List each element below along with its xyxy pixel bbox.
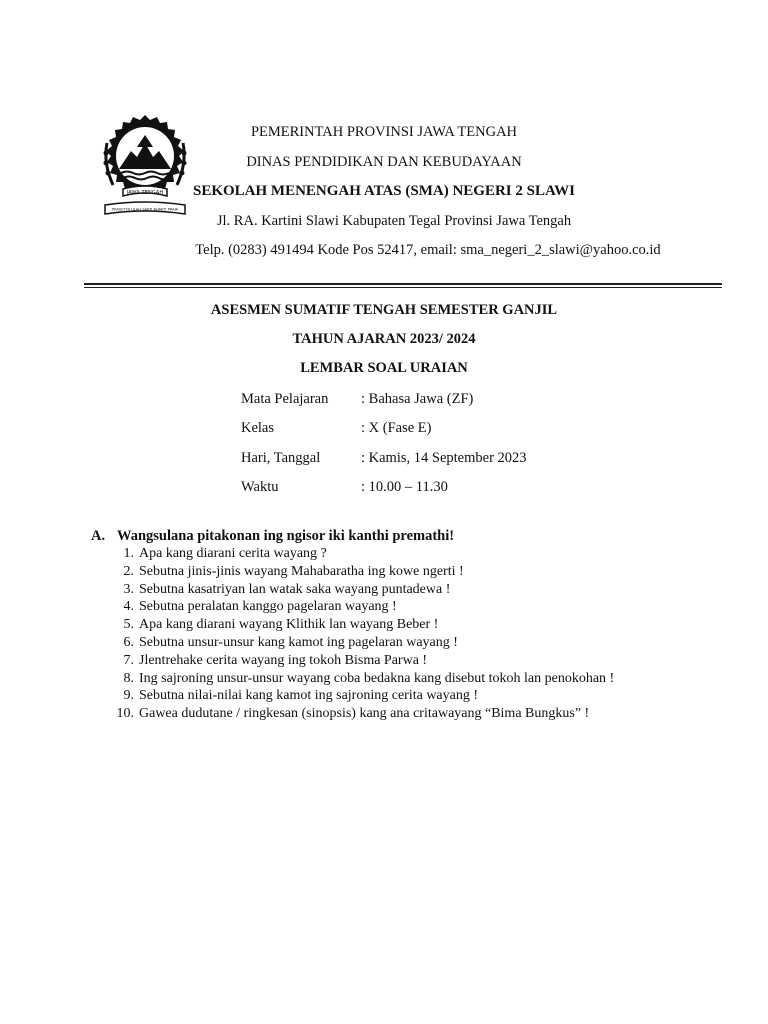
question-item [110, 581, 730, 599]
info-value: : Bahasa Jawa (ZF) [361, 391, 474, 407]
section-letter: A. [91, 528, 106, 544]
question-item [110, 598, 730, 616]
question-number: 10. [116, 706, 134, 722]
info-value: : Kamis, 14 September 2023 [361, 450, 527, 466]
info-label: Mata Pelajaran [241, 391, 329, 407]
question-text: Jlentrehake cerita wayang ing tokoh Bisma Parwa ! [139, 652, 428, 668]
info-value: : X (Fase E) [361, 420, 432, 436]
question-text: Sebutna peralatan kanggo pagelaran wayang ! [139, 599, 397, 615]
kop-school-name: SEKOLAH MENENGAH ATAS (SMA) NEGERI 2 SLAWI [192, 183, 575, 199]
question-text: Apa kang diarani cerita wayang ? [139, 546, 327, 561]
question-number: 4. [123, 599, 134, 615]
section-instruction: Wangsulana pitakonan ing ngisor iki kanthi premathi! [117, 528, 455, 544]
kop-address: Jl. RA. Kartini Slawi Kabupaten Tegal Provinsi Jawa Tengah [216, 213, 572, 229]
question-item [110, 670, 730, 688]
exam-title-line2: TAHUN AJARAN 2023/ 2024 [292, 331, 476, 347]
question-text: Sebutna unsur-unsur kang kamot ing pagelaran wayang ! [139, 634, 458, 650]
question-item [110, 634, 730, 652]
question-number: 5. [123, 617, 134, 633]
info-label: Kelas [241, 420, 275, 436]
question-number: 7. [123, 652, 134, 668]
kop-department: DINAS PENDIDIKAN DAN KEBUDAYAAN [246, 154, 522, 170]
question-item [110, 705, 730, 723]
crest-motto-text: PRASETYA ULAH SAKTI BHAKTI PRAJA [111, 207, 179, 212]
question-number: 8. [123, 670, 134, 686]
question-list [110, 545, 730, 723]
question-item [110, 616, 730, 634]
question-item [110, 652, 730, 670]
question-number: 2. [123, 563, 134, 579]
question-number: 3. [123, 581, 134, 597]
info-label: Hari, Tanggal [241, 450, 321, 466]
question-text: Ing sajroning unsur-unsur wayang coba bedakna kang disebut tokoh lan penokohan ! [139, 670, 615, 686]
question-number: 1. [123, 546, 134, 561]
crest-ribbon-text: JAWA TENGAH [126, 190, 164, 196]
info-value: : 10.00 – 11.30 [361, 479, 448, 495]
question-number: 6. [123, 634, 134, 650]
letterhead-divider-thin [84, 287, 722, 288]
question-text: Sebutna jinis-jinis wayang Mahabaratha ing kowe ngerti ! [139, 563, 464, 579]
exam-title-line3: LEMBAR SOAL URAIAN [300, 360, 468, 376]
info-label: Waktu [241, 479, 279, 495]
question-text: Sebutna kasatriyan lan watak saka wayang puntadewa ! [139, 581, 451, 597]
question-text: Sebutna nilai-nilai kang kamot ing sajroning cerita wayang ! [139, 688, 479, 704]
kop-government: PEMERINTAH PROVINSI JAWA TENGAH [250, 124, 518, 140]
question-item [110, 687, 730, 705]
question-number: 9. [123, 688, 134, 704]
letterhead-divider-thick [84, 283, 722, 285]
question-text: Apa kang diarani wayang Klithik lan wayang Beber ! [139, 617, 439, 633]
kop-contact: Telp. (0283) 491494 Kode Pos 52417, email: sma_negeri_2_slawi@yahoo.co.id [195, 242, 661, 258]
question-text: Gawea dudutane / ringkesan (sinopsis) kang ana critawayang “Bima Bungkus” ! [139, 706, 590, 722]
question-item [110, 545, 730, 563]
question-item [110, 563, 730, 581]
exam-title-line1: ASESMEN SUMATIF TENGAH SEMESTER GANJIL [210, 302, 558, 318]
